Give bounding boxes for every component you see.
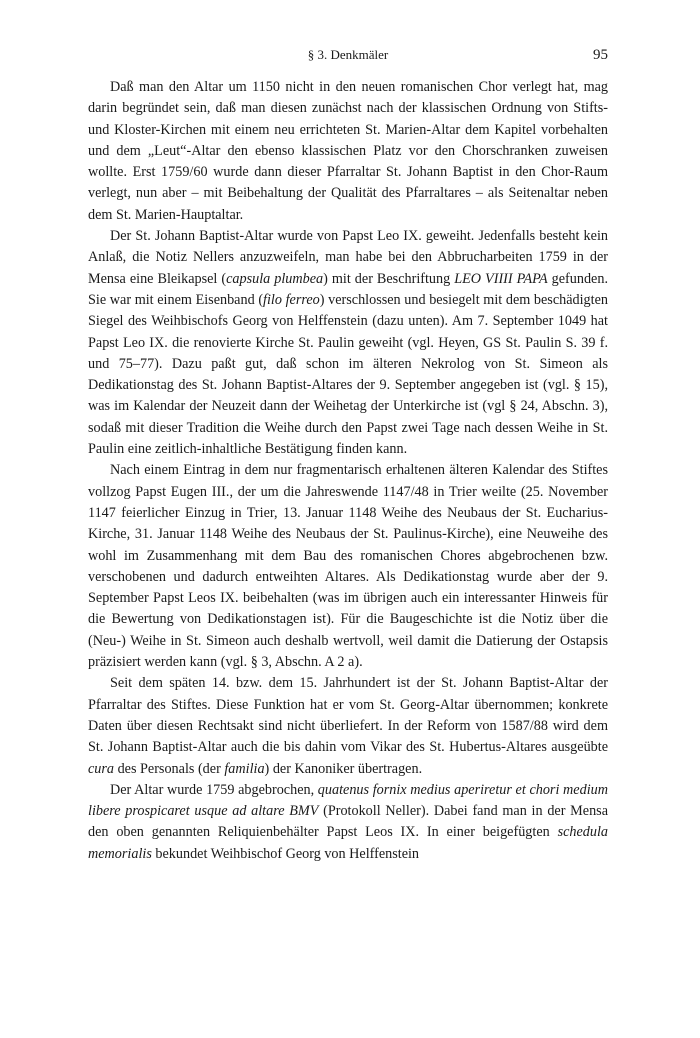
section-title: § 3. Denkmäler <box>307 47 389 62</box>
text-run: des Personals (der <box>114 760 225 777</box>
text-run: Daß man den Altar um 1150 nicht in den neuen romanischen Chor verlegt hat, mag darin begründet sein, daß man diesen zunächst nach der klassischen Ordnung von Stifts- und Kloster-Kirchen mit einem neu errichteten St. Marien-Altar dem Kapitel vorbehalten und dem „Leut“-Altar den ebenso klassischen Platz vor den Chorschranken zuweisen wollte. Erst 1759/60 wurde dann dieser Pfarraltar St. Johann Baptist in den Chor-Raum verlegt, nun aber – mit Beibehaltung der Qualität des Pfarraltares – als Seitenaltar neben dem St. Marien-Hauptaltar. <box>88 79 608 223</box>
paragraph <box>88 460 608 673</box>
text-run: Nach einem Eintrag in dem nur fragmentarisch erhaltenen älteren Kalendar des Stiftes vollzog Papst Eugen III., der um die Jahreswende 1147/48 in Trier weilte (25. November 1147 feierlicher Einzug in Trier, 13. Januar 1148 Weihe des Neubaus der St. Eucharius-Kirche, 31. Januar 1148 Weihe des Neubaus der St. Paulinus-Kirche), eine Neuweihe des wohl im Zusammenhang mit dem Bau des romanischen Chores abgebrochenen bzw. verschobenen und dadurch entweihten Altares. Als Dedikationstag wurde aber der 9. September Papst Leos IX. beibehalten (was im übrigen auch ein interessanter Hinweis für die Bewertung von Dedikationstagen ist). Für die Baugeschichte ist die Notiz über die (Neu-) Weihe in St. Simeon auch deshalb wertvoll, weil damit die Datierung der Ostapsis präzisiert werden kann (vgl. § 3, Abschn. A 2 a). <box>88 462 608 671</box>
italic-text: LEO VIIII PAPA <box>454 270 548 287</box>
paragraph <box>88 673 608 779</box>
italic-text: capsula plumbea <box>226 270 324 287</box>
italic-text: quatenus fornix medius aperiretur et chori medium libere prospicaret usque ad altare BMV <box>88 781 608 820</box>
italic-text: schedula memorialis <box>88 824 608 862</box>
paragraph <box>88 77 608 226</box>
text-run: gefunden. Sie war mit einem Eisenband ( <box>88 270 608 308</box>
italic-text: familia <box>224 760 265 777</box>
text-run: bekundet Weihbischof Georg von Helffenstein <box>151 845 420 862</box>
text-run: (Protokoll Neller). Dabei fand man in der Mensa den oben genannten Reliquienbehälter Papst Leos IX. In einer beigefügten <box>88 803 608 841</box>
italic-text: filo ferreo <box>263 291 320 308</box>
text-run: Der Altar wurde 1759 abgebrochen, <box>110 781 318 798</box>
paragraph <box>88 780 608 865</box>
text-run: ) mit der Beschriftung <box>323 270 455 287</box>
text-run: Seit dem späten 14. bzw. dem 15. Jahrhundert ist der St. Johann Baptist-Altar der Pfarraltar des Stiftes. Diese Funktion hat er vom St. Georg-Altar übernommen; konkrete Daten über diesen Rechtsakt sind nicht überliefert. In der Reform von 1587/88 wird dem St. Johann Baptist-Altar auch die bis dahin vom Vikar des St. Hubertus-Altares ausgeübte <box>88 675 608 756</box>
page-number: 95 <box>593 47 608 63</box>
text-run: Der St. Johann Baptist-Altar wurde von Papst Leo IX. geweiht. Jedenfalls besteht kein Anlaß, die Notiz Nellers anzuzweifeln, man habe bei den Abbrucharbeiten 1759 in der Mensa eine Bleikapsel ( <box>88 228 608 287</box>
text-run: ) verschlossen und besiegelt mit dem beschädigten Siegel des Weihbischofs Georg von Helffenstein (dazu unten). Am 7. September 1049 hat Papst Leo IX. die renovierte Kirche St. Paulin geweiht (vgl. Heyen, GS St. Paulin S. 39 f. und 75–77). Dazu paßt gut, daß schon im älteren Nekrolog von St. Simeon als Dedikationstag des St. Johann Baptist-Altares der 9. September angegeben ist (vgl. § 15), was im Kalendar der Neuzeit dann der Weihetag der Unterkirche ist (vgl § 24, Abschn. 3), sodaß mit dieser Tradition die Weihe durch den Papst zwei Tage nach dessen Weihe in St. Paulin eine zeitlich-inhaltliche Bestätigung finden kann. <box>88 291 608 458</box>
paragraph <box>88 226 608 460</box>
body-text <box>88 77 608 865</box>
text-run: ) der Kanoniker übertragen. <box>264 760 423 777</box>
italic-text: cura <box>88 760 115 777</box>
